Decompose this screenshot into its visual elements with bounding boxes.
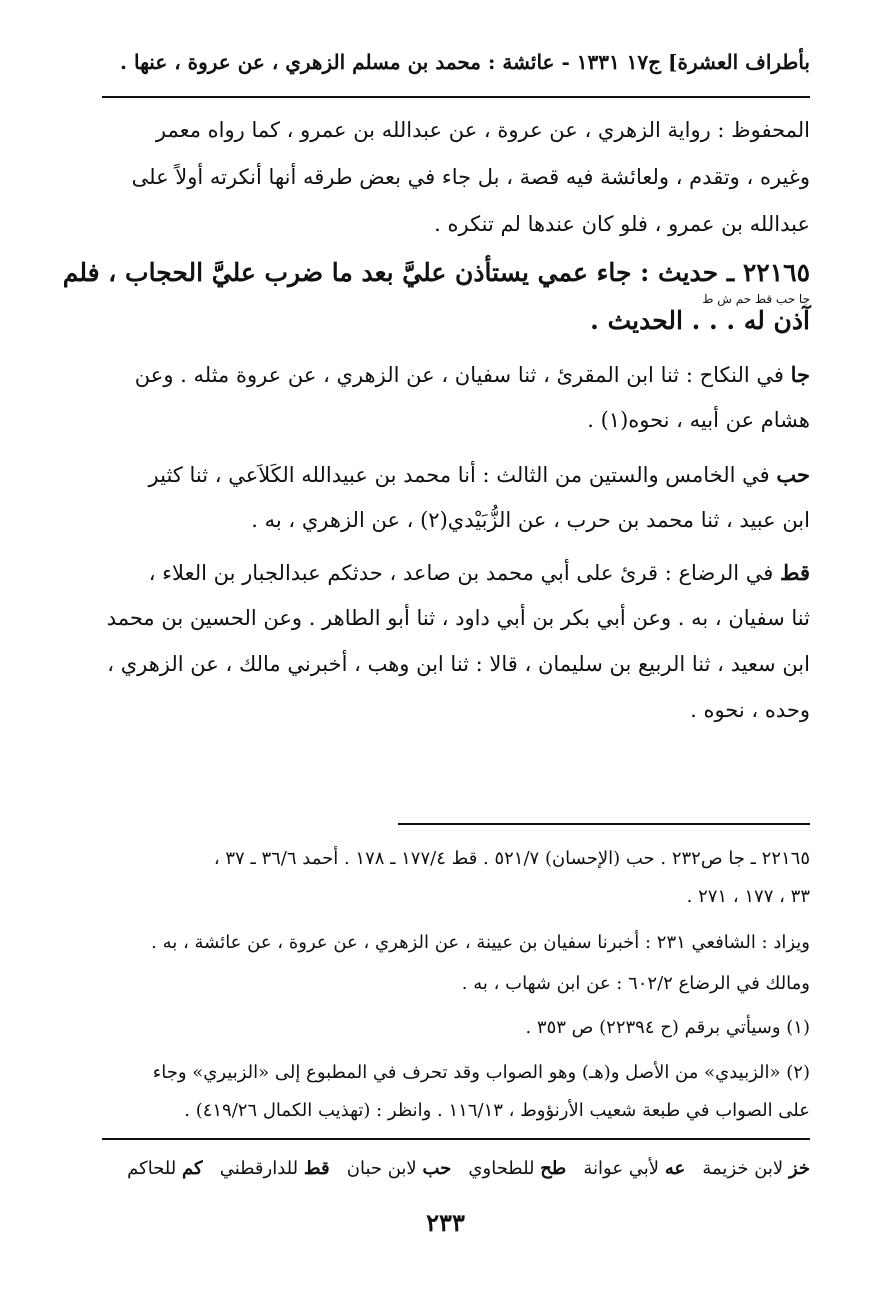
hadith-heading: ٢٢١٦٥ ـ حديث : جاء عمي يستأذن عليَّ بعد ما ضرب عليَّ الحجاب ، فلم	[62, 258, 810, 287]
paragraph-line: ابن عبيد ، ثنا محمد بن حرب ، عن الزُّبَيْدي(٢) ، عن الزهري ، به .	[251, 508, 810, 532]
abbr-item: حب لابن حبان	[346, 1158, 452, 1179]
abbr-item: خز لابن خزيمة	[702, 1158, 810, 1179]
footnote-line: (١) وسيأتي برقم (ح ٢٢٣٩٤) ص ٣٥٣ .	[525, 1017, 810, 1038]
paragraph-line: ثنا سفيان ، به . وعن أبي بكر بن أبي داود ، ثنا أبو الطاهر . وعن الحسين بن محمد	[106, 606, 810, 630]
header-divider	[102, 96, 810, 98]
hadith-sigla: جا حب قط حم ش ط	[702, 292, 810, 306]
source-key: حب	[776, 462, 810, 487]
paragraph-line: قط في الرضاع : قرئ على أبي محمد بن صاعد ، حدثكم عبدالجبار بن العلاء ،	[148, 560, 810, 585]
footnote-line: (٢) «الزبيدي» من الأصل و(هـ) وهو الصواب وقد تحرف في المطبوع إلى «الزبيري» وجاء	[152, 1062, 810, 1083]
paragraph-line: هشام عن أبيه ، نحوه(١) .	[587, 408, 810, 432]
footnote-line: ومالك في الرضاع ٦٠٢/٢ : عن ابن شهاب ، به .	[461, 973, 810, 994]
page-number: ٢٣٣	[426, 1208, 465, 1237]
footnote-divider	[398, 823, 810, 825]
abbr-item: طح للطحاوي	[468, 1158, 567, 1179]
intro-line: عبدالله بن عمرو ، فلو كان عندها لم تنكره .	[434, 212, 810, 236]
abbreviations-key	[100, 1158, 810, 1179]
abbr-item: كم للحاكم	[127, 1158, 203, 1179]
intro-line: المحفوظ : رواية الزهري ، عن عروة ، عن عبدالله بن عمرو ، كما رواه معمر	[155, 118, 810, 142]
abbr-item: عه لأبي عوانة	[583, 1158, 686, 1179]
paragraph-line: حب في الخامس والستين من الثالث : أنا محمد بن عبيدالله الكَلاَعي ، ثنا كثير	[148, 462, 810, 487]
source-key: جا	[790, 362, 810, 387]
abbr-item: قط للدارقطني	[219, 1158, 330, 1179]
paragraph-line: ابن سعيد ، ثنا الربيع بن سليمان ، قالا : ثنا ابن وهب ، أخبرني مالك ، عن الزهري ،	[107, 652, 810, 676]
abbreviations-divider	[102, 1138, 810, 1140]
intro-line: وغيره ، وتقدم ، ولعائشة فيه قصة ، بل جاء في بعض طرقه أنها أنكرته أولاً على	[131, 165, 810, 189]
hadith-heading-cont: آذن له . . . الحديث .	[590, 306, 810, 335]
paragraph-line: وحده ، نحوه .	[690, 698, 810, 722]
running-header: بأطراف العشرة] ج١٧ ١٣٣١ - عائشة : محمد بن مسلم الزهري ، عن عروة ، عنها .	[120, 50, 810, 74]
source-key: قط	[780, 560, 810, 585]
footnote-line: ٣٣ ، ١٧٧ ، ٢٧١ .	[686, 886, 810, 907]
footnote-line: على الصواب في طبعة شعيب الأرنؤوط ، ١١٦/١٣ . وانظر : (تهذيب الكمال ٤١٩/٢٦) .	[184, 1100, 810, 1121]
footnote-line: ويزاد : الشافعي ٢٣١ : أخبرنا سفيان بن عيينة ، عن الزهري ، عن عروة ، عن عائشة ، به .	[151, 932, 810, 953]
paragraph-line: جا في النكاح : ثنا ابن المقرئ ، ثنا سفيان ، عن الزهري ، عن عروة مثله . وعن	[134, 362, 810, 387]
footnote-line: ٢٢١٦٥ ـ جا ص٢٣٢ . حب (الإحسان) ٥٢١/٧ . قط ١٧٧/٤ ـ ١٧٨ . أحمد ٣٦/٦ ـ ٣٧ ،	[213, 848, 810, 869]
